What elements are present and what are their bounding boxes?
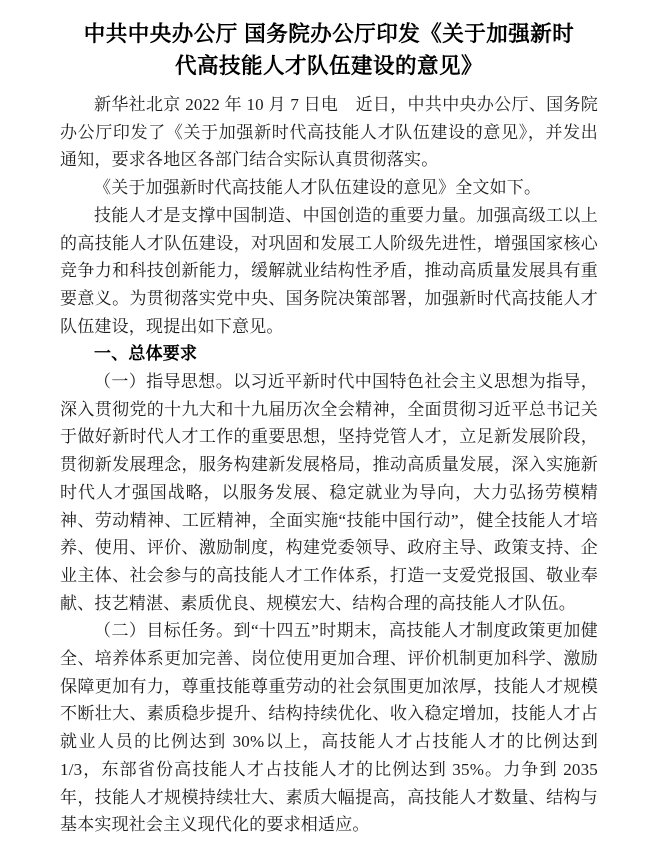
document-title-line-1: 中共中央办公厅 国务院办公厅印发《关于加强新时 xyxy=(83,22,575,46)
paragraph-preamble: 技能人才是支撑中国制造、中国创造的重要力量。加强高级工以上的高技能人才队伍建设，对巩固和发展工人阶级先进性，增强国家核心竞争力和科技创新能力，缓解就业结构性矛盾，推动高质量发展具有重要意义。为贯彻落实党中央、国务院决策部署，加强新时代高技能人才队伍建设，现提出如下意见。 xyxy=(60,205,598,336)
paragraph-guiding-ideology: （一）指导思想。以习近平新时代中国特色社会主义思想为指导，深入贯彻党的十九大和十九届历次全会精神，全面贯彻习近平总书记关于做好新时代人才工作的重要思想，坚持党管人才，立足新发展阶段，贯彻新发展理念，服务构建新发展格局，推动高质量发展，深入实施新时代人才强国战略，以服务发展、稳定就业为导向，大力弘扬劳模精神、劳动精神、工匠精神，全面实施“技能中国行动”，健全技能人才培养、使用、评价、激励制度，构建党委领导、政府主导、政策支持、企业主体、社会参与的高技能人才工作体系，打造一支爱党报国、敬业奉献、技艺精湛、素质优良、规模宏大、结构合理的高技能人才队伍。 xyxy=(60,372,598,613)
document-body xyxy=(60,91,598,839)
paragraph-target-tasks: （二）目标任务。到“十四五”时期末，高技能人才制度政策更加健全、培养体系更加完善、岗位使用更加合理、评价机制更加科学、激励保障更加有力，尊重技能尊重劳动的社会氛围更加浓厚，技能人才规模不断壮大、素质稳步提升、结构持续优化、收入稳定增加，技能人才占就业人员的比例达到 30%以上，高技能人才占技能人才的比例达到 1/3，东部省份高技能人才占技能人才的比例达到 35%。力争到 2035 年，技能人才规模持续壮大、素质大幅提高，高技能人才数量、结构与基本实现社会主义现代化的要求相适应。 xyxy=(60,621,598,835)
document-title-line-2: 代高技能人才队伍建设的意见》 xyxy=(174,54,483,78)
document-title xyxy=(60,18,598,82)
paragraph-dateline: 新华社北京 2022 年 10 月 7 日电 近日，中共中央办公厅、国务院办公厅印发了《关于加强新时代高技能人才队伍建设的意见》，并发出通知，要求各地区各部门结合实际认真贯彻落实。 xyxy=(60,95,598,170)
paragraph-fulltext-intro: 《关于加强新时代高技能人才队伍建设的意见》全文如下。 xyxy=(94,178,542,198)
section-heading-overall-requirements: 一、总体要求 xyxy=(94,344,198,364)
